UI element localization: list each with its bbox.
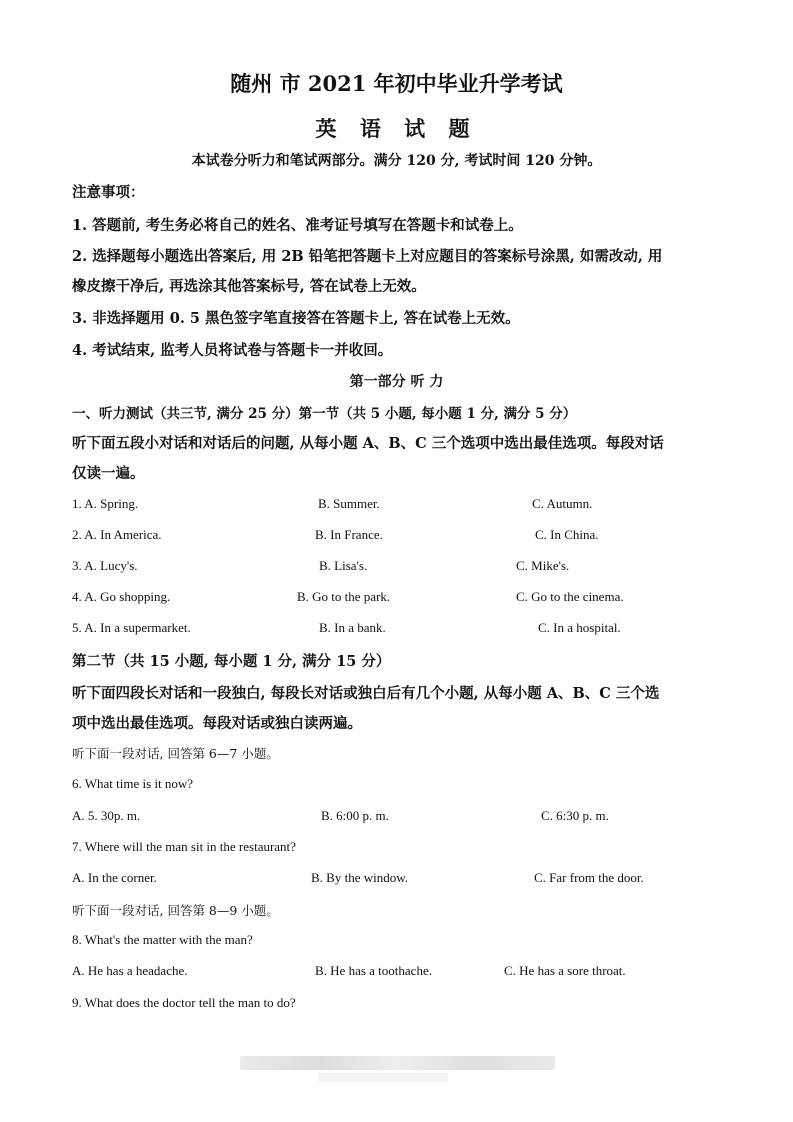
- section2-instruction-a: 听下面四段长对话和一段独白, 每段长对话或独白后有几个小题, 从每小题 A、B、C 三个选: [72, 685, 660, 702]
- q2-option-b: B. In France.: [315, 527, 383, 542]
- note-item-2b: 橡皮擦干净后, 再选涂其他答案标号, 答在试卷上无效。: [72, 278, 426, 295]
- note-item-1: 1. 答题前, 考生务必将自己的姓名、准考证号填写在答题卡和试卷上。: [72, 217, 523, 234]
- q3-option-b: B. Lisa's.: [319, 558, 368, 573]
- q3-option-c: C. Mike's.: [516, 558, 570, 573]
- section1-instruction-b: 仅读一遍。: [72, 465, 145, 482]
- q7-option-b: B. By the window.: [311, 870, 409, 885]
- q7-option-a: A. In the corner.: [72, 870, 157, 885]
- q8-option-b: B. He has a toothache.: [315, 963, 432, 978]
- q6-option-b: B. 6:00 p. m.: [321, 808, 389, 823]
- question-9: 9. What does the doctor tell the man to do?: [72, 995, 296, 1010]
- q4-option-a: 4. A. Go shopping.: [72, 589, 171, 604]
- q3-option-a: 3. A. Lucy's.: [72, 558, 138, 573]
- section1-heading: 一、听力测试（共三节, 满分 25 分）第一节（共 5 小题, 每小题 1 分, 满分 5 分）: [72, 406, 577, 422]
- q1-option-a: 1. A. Spring.: [72, 496, 139, 511]
- note-item-4: 4. 考试结束, 监考人员将试卷与答题卡一并收回。: [72, 342, 393, 359]
- q7-option-c: C. Far from the door.: [534, 870, 644, 885]
- q4-option-c: C. Go to the cinema.: [516, 589, 624, 604]
- q5-option-b: B. In a bank.: [319, 620, 386, 635]
- part1-title: 第一部分 听 力: [349, 374, 444, 390]
- section2-heading: 第二节（共 15 小题, 每小题 1 分, 满分 15 分）: [72, 653, 391, 670]
- q2-option-a: 2. A. In America.: [72, 527, 162, 542]
- q1-option-b: B. Summer.: [318, 496, 380, 511]
- q6-option-a: A. 5. 30p. m.: [72, 808, 141, 823]
- blurred-footer-watermark-small: [318, 1073, 448, 1082]
- q5-option-c: C. In a hospital.: [538, 620, 621, 635]
- q1-option-c: C. Autumn.: [532, 496, 593, 511]
- q8-option-a: A. He has a headache.: [72, 963, 188, 978]
- note-item-2a: 2. 选择题每小题选出答案后, 用 2B 铅笔把答题卡上对应题目的答案标号涂黑, 如需改动, 用: [72, 248, 663, 265]
- q8-option-c: C. He has a sore throat.: [504, 963, 626, 978]
- note-item-3: 3. 非选择题用 0. 5 黑色签字笔直接答在答题卡上, 答在试卷上无效。: [72, 310, 520, 327]
- notes-heading: 注意事项：: [72, 184, 145, 201]
- section2-instruction-b: 项中选出最佳选项。每段对话或独白读两遍。: [72, 715, 362, 732]
- q5-option-a: 5. A. In a supermarket.: [72, 620, 191, 635]
- q4-option-b: B. Go to the park.: [297, 589, 391, 604]
- exam-subtitle: 英 语 试 题: [315, 116, 478, 141]
- q2-option-c: C. In China.: [535, 527, 599, 542]
- q6-option-c: C. 6:30 p. m.: [541, 808, 609, 823]
- group2-note: 听下面一段对话, 回答第 8—9 小题。: [72, 903, 279, 918]
- exam-intro: 本试卷分听力和笔试两部分。满分 120 分, 考试时间 120 分钟。: [191, 153, 602, 169]
- question-8: 8. What's the matter with the man?: [72, 932, 253, 947]
- question-6: 6. What time is it now?: [72, 776, 194, 791]
- group1-note: 听下面一段对话, 回答第 6—7 小题。: [72, 746, 279, 761]
- section1-instruction-a: 听下面五段小对话和对话后的问题, 从每小题 A、B、C 三个选项中选出最佳选项。每段对话: [72, 435, 664, 452]
- exam-title: 随州 市 2021 年初中毕业升学考试: [230, 71, 563, 96]
- blurred-footer-watermark: [240, 1056, 555, 1070]
- question-7: 7. Where will the man sit in the restaurant?: [72, 839, 296, 854]
